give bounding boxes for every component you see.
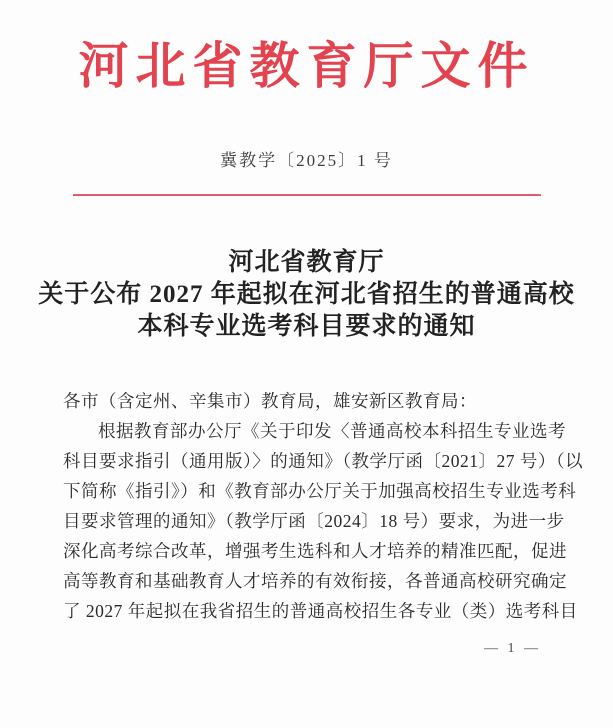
body-line: 根据教育部办公厅《关于印发〈普通高校本科招生专业选考	[98, 421, 566, 441]
divider-line	[73, 194, 541, 196]
body-text	[0, 386, 613, 626]
page-number: — 1 —	[484, 641, 541, 656]
body-line: 了 2027 年起拟在我省招生的普通高校招生各专业（类）选考科目	[63, 601, 578, 621]
body-line: 深化高考综合改革，增强考生选科和人才培养的精准匹配，促进	[63, 541, 567, 561]
notice-title-line-3: 本科专业选考科目要求的通知	[137, 313, 476, 340]
body-line: 高等教育和基础教育人才培养的有效衔接，各普通高校研究确定	[63, 571, 567, 591]
letterhead-title: 河北省教育厅文件	[78, 38, 535, 94]
notice-title	[0, 247, 613, 343]
body-line: 目要求管理的通知》（教学厅函〔2024〕18 号）要求，为进一步	[63, 511, 565, 531]
notice-title-line-2: 关于公布 2027 年起拟在河北省招生的普通高校	[38, 281, 575, 308]
notice-title-line-1: 河北省教育厅	[228, 249, 385, 276]
body-line: 科目要求指引（通用版）〉的通知》（教学厅函〔2021〕27 号）（以	[63, 451, 584, 471]
salutation-line: 各市（含定州、辛集市）教育局，雄安新区教育局：	[63, 391, 477, 411]
document-number: 冀教学〔2025〕1 号	[220, 151, 393, 170]
body-line: 下简称《指引》）和《教育部办公厅关于加强高校招生专业选考科	[63, 481, 577, 501]
